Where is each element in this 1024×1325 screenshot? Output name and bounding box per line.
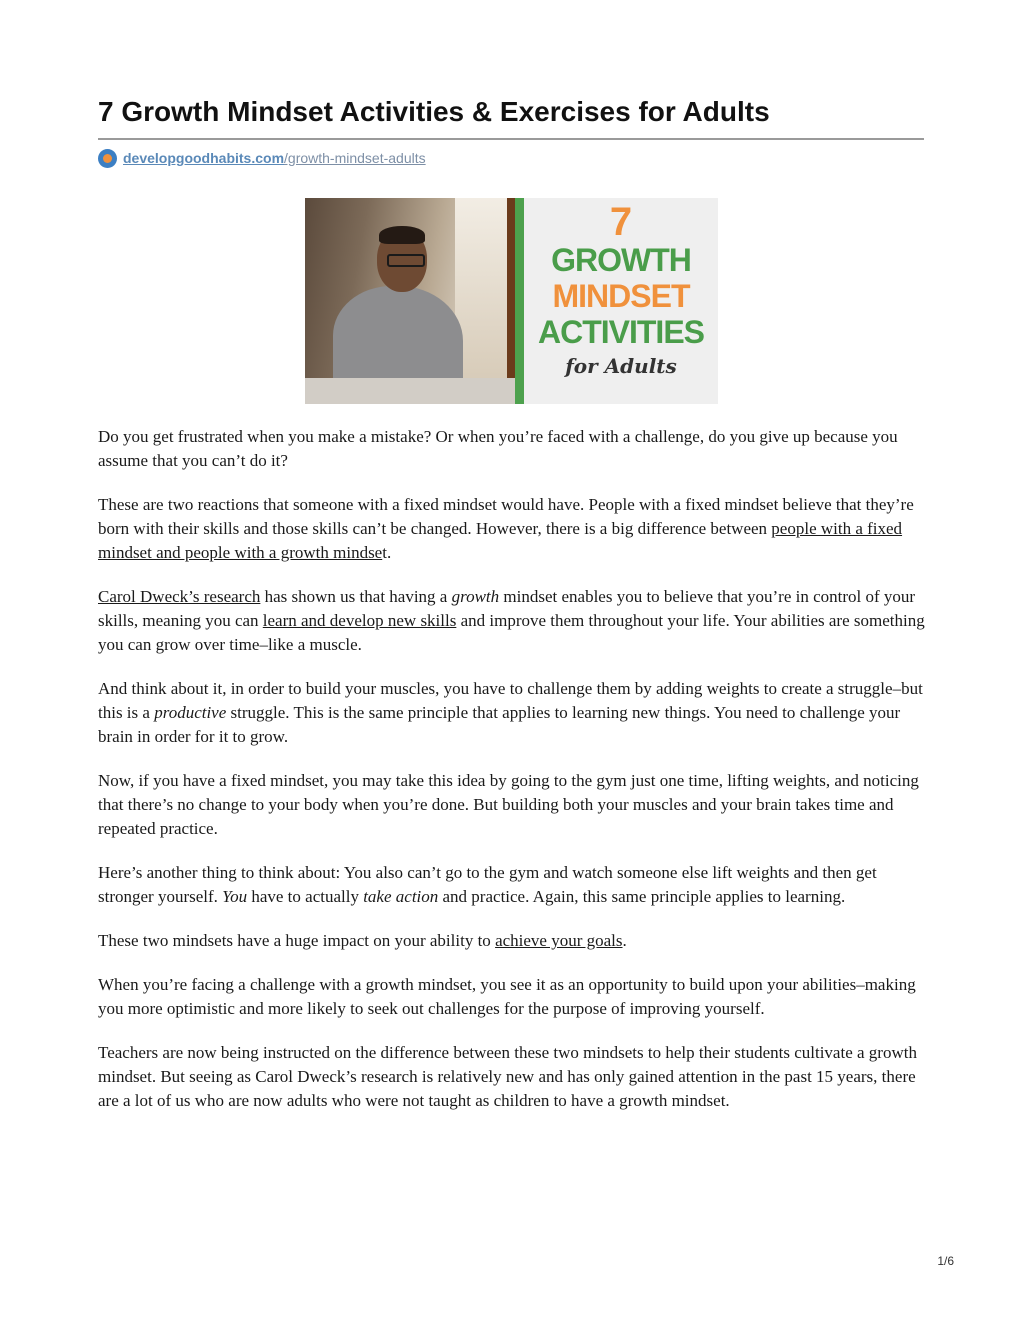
hero-stripe	[515, 198, 524, 404]
hero-image	[305, 198, 718, 404]
paragraph-6: Here’s another thing to think about: You also can’t go to the gym and watch someone else lift weights and then get stronger yourself. You have to actually take action and practice. Again, this same principle applies to learning.	[98, 863, 877, 906]
achieve-goals-link[interactable]: achieve your goals	[495, 931, 623, 950]
source-path[interactable]: /growth-mindset-adults	[284, 150, 426, 166]
source-domain[interactable]: developgoodhabits.com	[123, 150, 285, 166]
hero-line-growth: GROWTH	[551, 242, 691, 278]
source-link[interactable]	[98, 147, 426, 169]
hero-number: 7	[609, 200, 633, 244]
hero-line-for-adults: for Adults	[565, 354, 677, 378]
article-body	[98, 425, 928, 1133]
fixed-vs-growth-link[interactable]: people with a fixed mindset and people with a growth mindse	[98, 519, 903, 562]
paragraph-7: These two mindsets have a huge impact on your ability to achieve your goals.	[98, 931, 627, 950]
paragraph-3: Carol Dweck’s research has shown us that having a growth mindset enables you to believe that you’re in control of your skills, meaning you can learn and develop new skills and improve them throughout your life. Your abilities are something you can grow over time–like a muscle.	[98, 587, 925, 654]
site-logo-icon	[98, 149, 117, 168]
paragraph-9: Teachers are now being instructed on the difference between these two mindsets to help their students cultivate a growth mindset. But seeing as Carol Dweck’s research is relatively new and has only gained attention in the past 15 years, there are a lot of us who are now adults who were not taught as children to have a growth mindset.	[98, 1043, 917, 1110]
paragraph-1: Do you get frustrated when you make a mistake? Or when you’re faced with a challenge, do you give up because you assume that you can’t do it?	[98, 427, 898, 470]
hero-line-activities: ACTIVITIES	[537, 314, 704, 350]
hero-caption	[524, 198, 718, 404]
title-divider	[98, 138, 924, 140]
hero-photo	[305, 198, 524, 404]
learn-new-skills-link[interactable]: learn and develop new skills	[262, 611, 457, 630]
hero-line-mindset: MINDSET	[552, 278, 690, 314]
paragraph-4: And think about it, in order to build your muscles, you have to challenge them by adding weights to create a struggle–but this is a productive struggle. This is the same principle that applies to learning new things. You need to challenge your brain in order for it to grow.	[98, 679, 923, 746]
page-title: 7 Growth Mindset Activities & Exercises for Adults	[98, 96, 770, 127]
page-number: 1/6	[937, 1254, 954, 1268]
glasses-icon	[387, 254, 425, 267]
paragraph-5: Now, if you have a fixed mindset, you may take this idea by going to the gym just one time, lifting weights, and noticing that there’s no change to your body when you’re done. But building both your muscles and your brain takes time and repeated practice.	[98, 771, 919, 838]
paragraph-2: These are two reactions that someone with a fixed mindset would have. People with a fixed mindset believe that they’re born with their skills and those skills can’t be changed. However, there is a big difference between people with a fixed mindset and people with a growth mindset.	[98, 495, 914, 562]
paragraph-8: When you’re facing a challenge with a growth mindset, you see it as an opportunity to build upon your abilities–making you more optimistic and more likely to seek out challenges for the purpose of improving yourself.	[98, 975, 916, 1018]
carol-dweck-research-link[interactable]: Carol Dweck’s research	[98, 587, 261, 606]
